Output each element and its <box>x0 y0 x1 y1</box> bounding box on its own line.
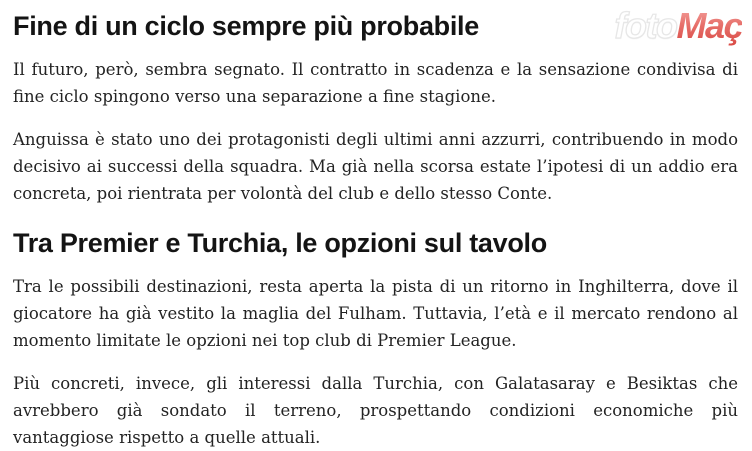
fotomac-logo-foto-text: foto <box>614 5 677 46</box>
section-2-paragraph-2: Più concreti, invece, gli interessi dalla Turchia, con Galatasaray e Besiktas che avrebbero già sondato il terreno, prospettando condizioni economiche più vantaggiose rispetto a quelle attuali. <box>13 374 738 447</box>
fotomac-logo <box>614 5 743 46</box>
section-2-heading: Tra Premier e Turchia, le opzioni sul tavolo <box>13 228 547 258</box>
section-1-paragraph-1: Il futuro, però, sembra segnato. Il contratto in scadenza e la sensazione condivisa di fine ciclo spingono verso una separazione a fine stagione. <box>13 60 738 106</box>
section-1-paragraph-2: Anguissa è stato uno dei protagonisti degli ultimi anni azzurri, contribuendo in modo decisivo ai successi della squadra. Ma già nella scorsa estate l’ipotesi di un addio era concreta, poi rientrata per volontà del club e dello stesso Conte. <box>13 130 738 203</box>
fotomac-logo-mac-text: Maç <box>676 5 742 46</box>
section-1-heading: Fine di un ciclo sempre più probabile <box>13 11 479 41</box>
section-2-paragraph-1: Tra le possibili destinazioni, resta aperta la pista di un ritorno in Inghilterra, dove il giocatore ha già vestito la maglia del Fulham. Tuttavia, l’età e il mercato rendono al momento limitate le opzioni nei top club di Premier League. <box>13 277 738 350</box>
